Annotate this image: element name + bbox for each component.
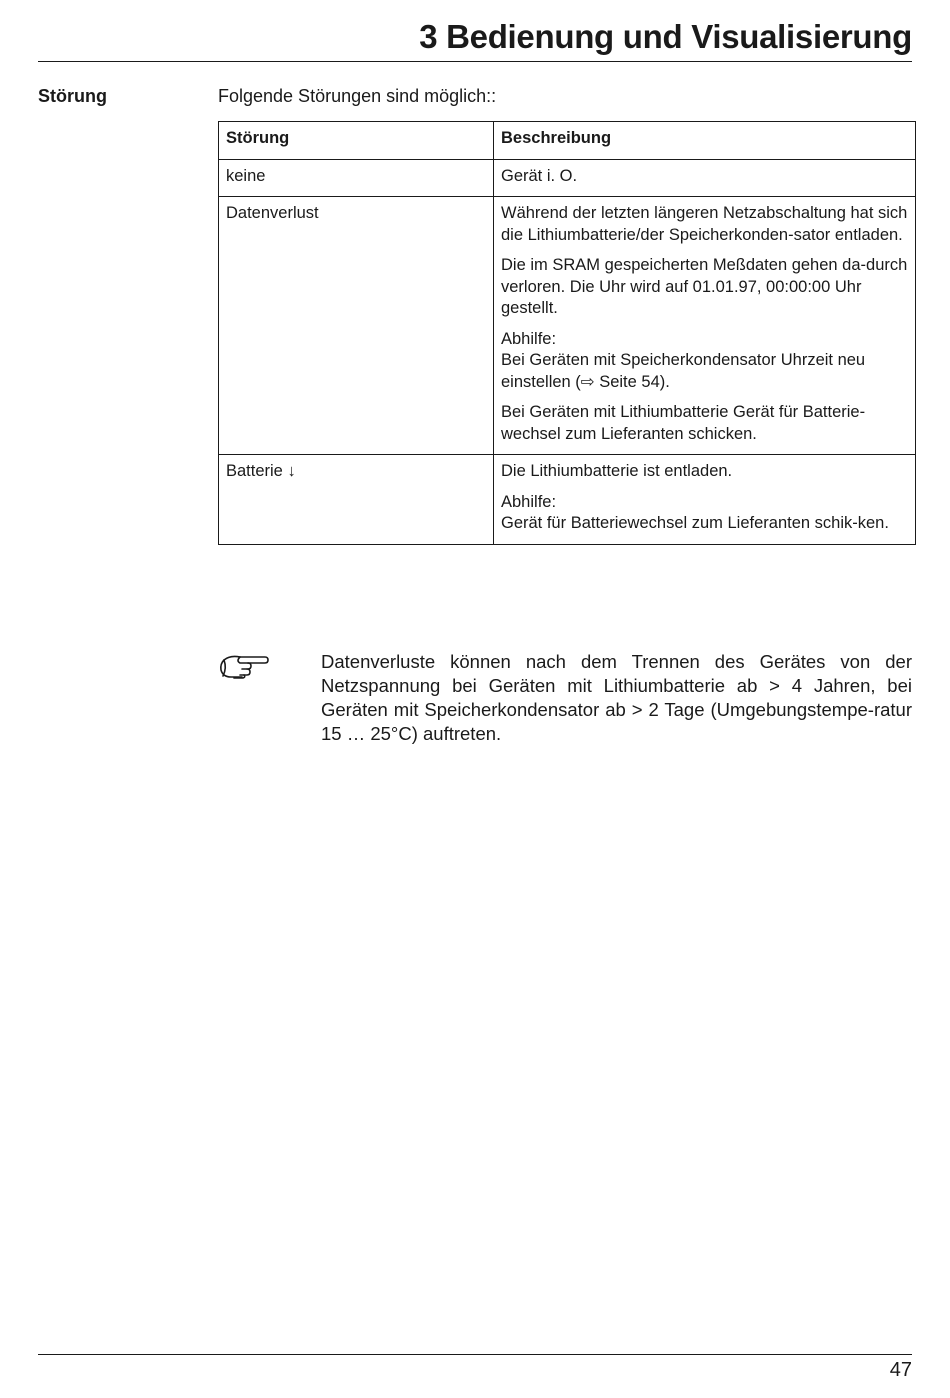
description-paragraph: Abhilfe: Gerät für Batteriewechsel zum Lieferanten schik-ken.	[501, 492, 889, 532]
description-paragraph: Die Lithiumbatterie ist entladen.	[501, 462, 733, 480]
description-paragraph: Abhilfe: Bei Geräten mit Speicherkondensator Uhrzeit neu einstellen (⇨ Seite 54).	[501, 329, 866, 391]
description-paragraph: Während der letzten längeren Netzabschaltung hat sich die Lithiumbatterie/der Speicherkonden-sator entladen.	[501, 204, 908, 244]
section-label: Störung	[38, 86, 107, 106]
fault-cell: keine	[219, 159, 494, 197]
fault-cell: Batterie ↓	[219, 455, 494, 545]
page-number: 47	[889, 1359, 912, 1381]
section-intro: Folgende Störungen sind möglich::	[218, 86, 497, 106]
fault-cell: Datenverlust	[219, 197, 494, 455]
header-rule	[38, 61, 912, 62]
description-paragraph: Bei Geräten mit Lithiumbatterie Gerät für Batterie-wechsel zum Lieferanten schicken.	[501, 403, 866, 443]
table-row	[219, 197, 916, 455]
page-title: 3 Bedienung und Visualisierung	[419, 18, 912, 55]
pointing-hand-icon	[218, 650, 270, 680]
description-paragraph: Die im SRAM gespeicherten Meßdaten gehen da-durch verloren. Die Uhr wird auf 01.01.97, 00:00:00 Uhr gestellt.	[501, 256, 908, 317]
table-row	[219, 159, 916, 197]
column-header-description: Beschreibung	[494, 122, 916, 160]
description-paragraph: Gerät i. O.	[501, 166, 578, 185]
description-cell	[494, 455, 916, 545]
note-text: Datenverluste können nach dem Trennen des Gerätes von der Netzspannung bei Geräten mit Lithiumbatterie ab > 4 Jahren, bei Geräten mit Speicherkondensator ab > 2 Tage (Umgebungstempe-ratur 15 … 25°C) auftreten.	[321, 651, 912, 744]
table-row	[219, 455, 916, 545]
footer-rule	[38, 1354, 912, 1355]
description-cell	[494, 197, 916, 455]
fault-table	[218, 121, 916, 545]
description-cell	[494, 159, 916, 197]
table-header-row	[219, 122, 916, 160]
column-header-fault: Störung	[219, 122, 494, 160]
